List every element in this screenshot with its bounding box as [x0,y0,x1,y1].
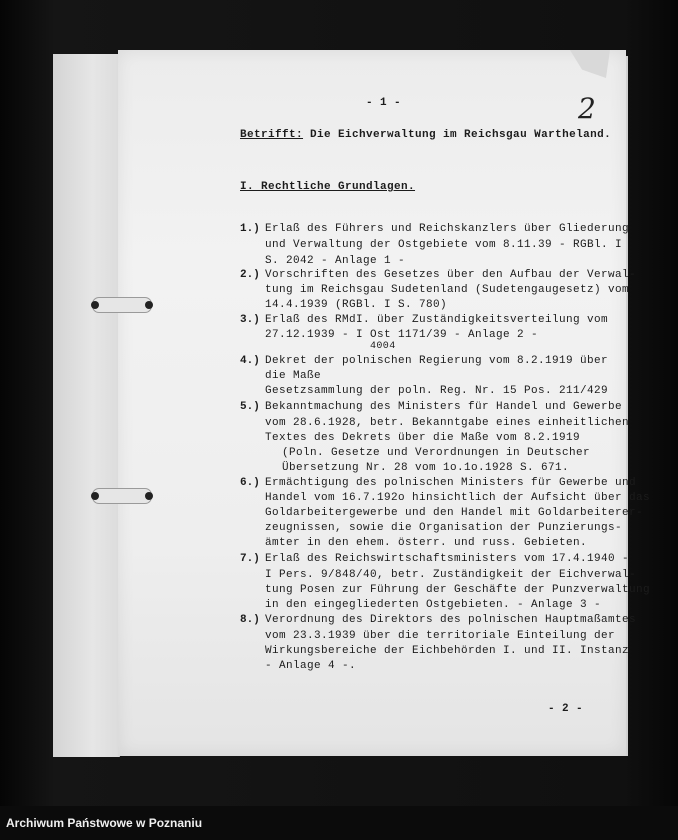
item-line: I Pers. 9/848/40, betr. Zuständigkeit der Eichverwal- [265,569,637,581]
item-line: Erlaß des Reichswirtschaftsministers vom 17.4.1940 - [265,553,630,565]
item-number: 3.) [240,314,260,326]
binder-strip [53,54,120,757]
item-number: 7.) [240,553,260,565]
item-number: 2.) [240,269,260,281]
item-line: Goldarbeitergewerbe und den Handel mit Goldarbeiterer- [265,507,644,519]
item-number: 8.) [240,614,260,626]
item-line: (Poln. Gesetze und Verordnungen in Deutscher [282,447,591,459]
item-line: S. 2042 - Anlage 1 - [265,255,406,267]
item-line: Handel vom 16.7.192o hinsichtlich der Aufsicht über das [265,492,651,504]
item-line: Übersetzung Nr. 28 vom 1o.1o.1928 S. 671. [282,462,570,474]
item-number: 6.) [240,477,260,489]
handwritten-folio-number: 2 [578,92,596,125]
item-line: tung im Reichsgau Sudetenland (Sudetengaugesetz) vom [265,284,630,296]
next-page-marker: - 2 - [548,703,584,715]
item-line: Vorschriften des Gesetzes über den Aufbau der Verwal- [265,269,637,281]
item-line: die Maße [265,370,322,382]
item-line: Textes des Dekrets über die Maße vom 8.2.1919 [265,432,581,444]
item-line: - Anlage 4 -. [265,660,357,672]
item-number: 4.) [240,355,260,367]
item-line: und Verwaltung der Ostgebiete vom 8.11.39 - RGBl. I [265,239,623,251]
item-number: 1.) [240,223,260,235]
item-line: Wirkungsbereiche der Eichbehörden I. und II. Instanz [265,645,630,657]
subject-label: Betrifft: [240,129,304,141]
item-line: 14.4.1939 (RGBl. I S. 780) [265,299,448,311]
item-annotation: 4004 [370,341,396,352]
page-number: - 1 - [366,97,402,109]
item-line: zeugnissen, sowie die Organisation der Punzierungs- [265,522,623,534]
item-line: Verordnung des Direktors des polnischen Hauptmaßamtes [265,614,637,626]
punch-hole-top [92,297,152,313]
item-line: 27.12.1939 - I Ost 1171/39 - Anlage 2 - [265,329,539,341]
archive-name: Archiwum Państwowe w Poznaniu [6,816,203,830]
item-line: vom 28.6.1928, betr. Bekanntgabe eines einheitlichen [265,417,630,429]
item-line: Ermächtigung des polnischen Ministers für Gewerbe und [265,477,637,489]
item-line: Erlaß des RMdI. über Zuständigkeitsverteilung vom [265,314,609,326]
item-line: tung Posen zur Führung der Geschäfte der Punzverwaltung [265,584,651,596]
item-line: Erlaß des Führers und Reichskanzlers über Gliederung [265,223,630,235]
item-number: 5.) [240,401,260,413]
subject-text: Die Eichverwaltung im Reichsgau Wartheland. [310,129,612,141]
item-line: in den eingegliederten Ostgebieten. - Anlage 3 - [265,599,602,611]
archive-footer [0,806,678,840]
section-heading: I. Rechtliche Grundlagen. [240,181,416,193]
item-line: vom 23.3.1939 über die territoriale Einteilung der [265,630,616,642]
item-line: ämter in den ehem. österr. und russ. Gebieten. [265,537,588,549]
subject-line [240,129,611,141]
item-line: Bekanntmachung des Ministers für Handel und Gewerbe [265,401,623,413]
item-line: Gesetzsammlung der poln. Reg. Nr. 15 Pos. 211/429 [265,385,609,397]
item-line: Dekret der polnischen Regierung vom 8.2.1919 über [265,355,609,367]
punch-hole-bottom [92,488,152,504]
